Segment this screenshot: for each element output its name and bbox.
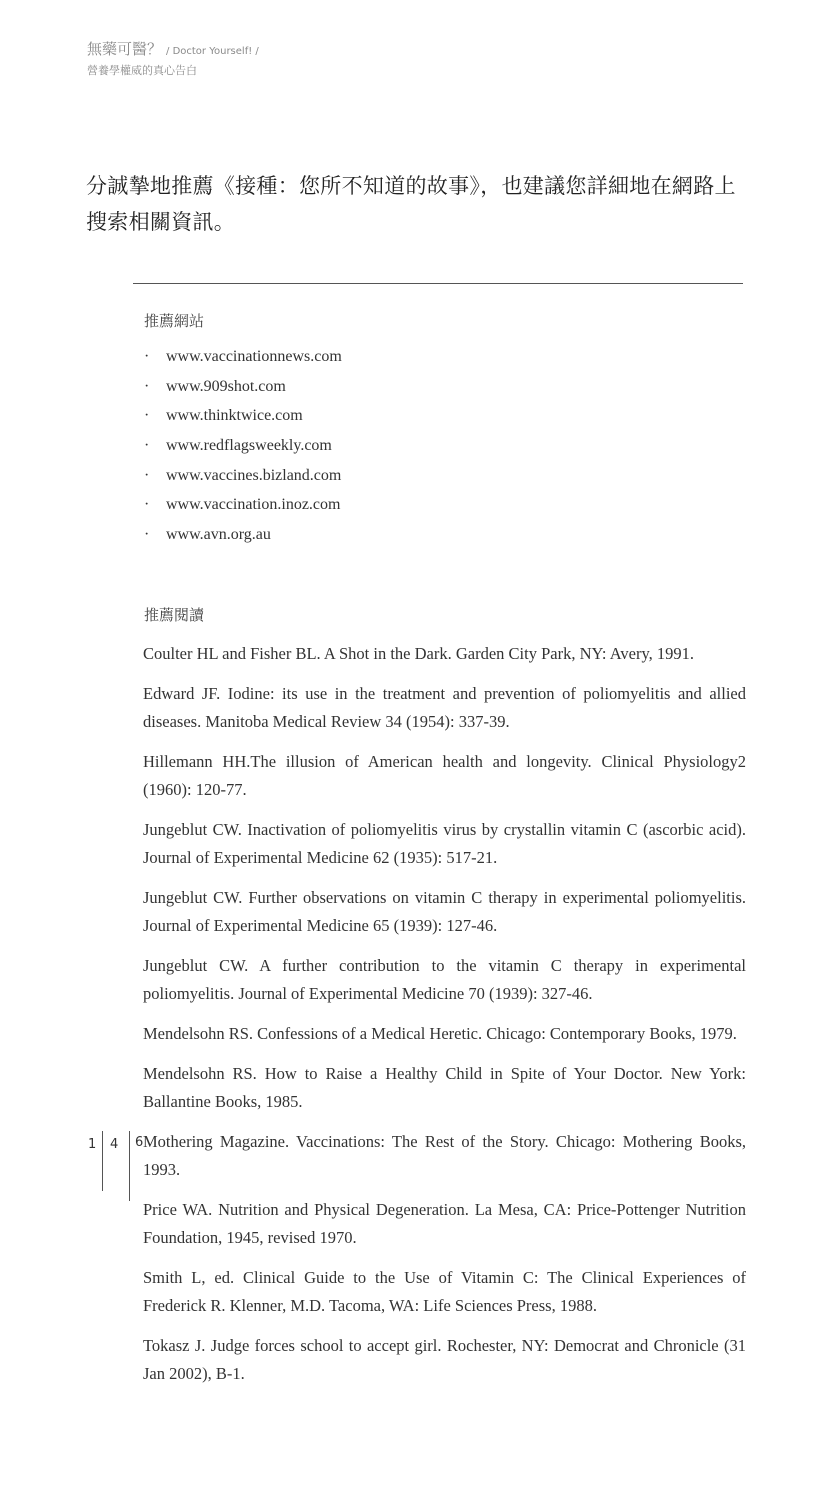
bullet: · [144, 526, 150, 544]
bullet: · [144, 348, 150, 365]
running-header-subtitle: 營養學權威的真心告白 [87, 64, 197, 77]
reference-item: Edward JF. Iodine: its use in the treatment and prevention of poliomyelitis and allied diseases. Manitoba Medical Review 34 (1954): 337-39. [143, 684, 746, 731]
website-item [144, 372, 342, 402]
bullet: · [144, 407, 150, 425]
website-item [144, 490, 342, 520]
websites-heading: 推薦網站 [144, 312, 205, 330]
reference-item: Jungeblut CW. Further observations on vitamin C therapy in experimental poliomyelitis. Journal of Experimental Medicine 65 (1939): 127-46. [143, 888, 746, 935]
reference-item: Smith L, ed. Clinical Guide to the Use of Vitamin C: The Clinical Experiences of Frederick R. Klenner, M.D. Tacoma, WA: Life Sciences Press, 1988. [143, 1268, 746, 1315]
reference-list [143, 640, 746, 1400]
reference-item: Hillemann HH.The illusion of American health and longevity. Clinical Physiology2 (1960): 120-77. [143, 752, 746, 799]
section-divider [133, 283, 743, 284]
intro-paragraph: 分誠摯地推薦《接種：您所不知道的故事》，也建議您詳細地在網路上搜索相關資訊。 [86, 174, 736, 234]
page-number-digit: 6 [135, 1135, 144, 1150]
bullet: · [144, 377, 150, 395]
website-url: www.vaccinationnews.com [166, 348, 342, 365]
website-url: www.vaccines.bizland.com [166, 466, 342, 484]
website-url: www.thinktwice.com [166, 407, 303, 425]
reference-item: Mendelsohn RS. How to Raise a Healthy Child in Spite of Your Doctor. New York: Ballantine Books, 1985. [143, 1064, 746, 1111]
running-header-title [87, 38, 259, 59]
website-item [144, 401, 342, 431]
reference-item: Coulter HL and Fisher BL. A Shot in the Dark. Garden City Park, NY: Avery, 1991. [143, 644, 695, 663]
bullet: · [144, 466, 150, 484]
website-item [144, 431, 342, 461]
bullet: · [144, 496, 150, 514]
website-list [144, 342, 342, 550]
website-url: www.909shot.com [166, 377, 286, 395]
book-title-english: / Doctor Yourself! / [166, 46, 259, 57]
website-item [144, 342, 342, 372]
page-number-divider [102, 1131, 103, 1191]
page-number-digit: 1 [88, 1137, 97, 1152]
reference-item: Mendelsohn RS. Confessions of a Medical Heretic. Chicago: Contemporary Books, 1979. [143, 1024, 737, 1043]
reference-item: Tokasz J. Judge forces school to accept girl. Rochester, NY: Democrat and Chronicle (31 Jan 2002), B-1. [143, 1336, 746, 1383]
book-title: 無藥可醫？ [87, 40, 163, 58]
bullet: · [144, 437, 150, 455]
reference-item: Jungeblut CW. Inactivation of poliomyelitis virus by crystallin vitamin C (ascorbic acid). Journal of Experimental Medicine 62 (1935): 517-21. [143, 820, 746, 867]
website-url: www.redflagsweekly.com [166, 437, 332, 455]
website-url: www.vaccination.inoz.com [166, 496, 341, 514]
website-item [144, 461, 342, 491]
page-number-divider [129, 1131, 130, 1201]
reference-item: Jungeblut CW. A further contribution to the vitamin C therapy in experimental poliomyelitis. Journal of Experimental Medicine 70 (1939): 327-46. [143, 956, 746, 1003]
website-url: www.avn.org.au [166, 526, 271, 544]
website-item [144, 520, 342, 550]
reference-item: Mothering Magazine. Vaccinations: The Rest of the Story. Chicago: Mothering Books, 1993. [143, 1132, 746, 1179]
reference-item: Price WA. Nutrition and Physical Degeneration. La Mesa, CA: Price-Pottenger Nutrition Foundation, 1945, revised 1970. [143, 1200, 746, 1247]
reading-heading: 推薦閱讀 [144, 606, 205, 624]
page-number-digit: 4 [110, 1137, 119, 1152]
